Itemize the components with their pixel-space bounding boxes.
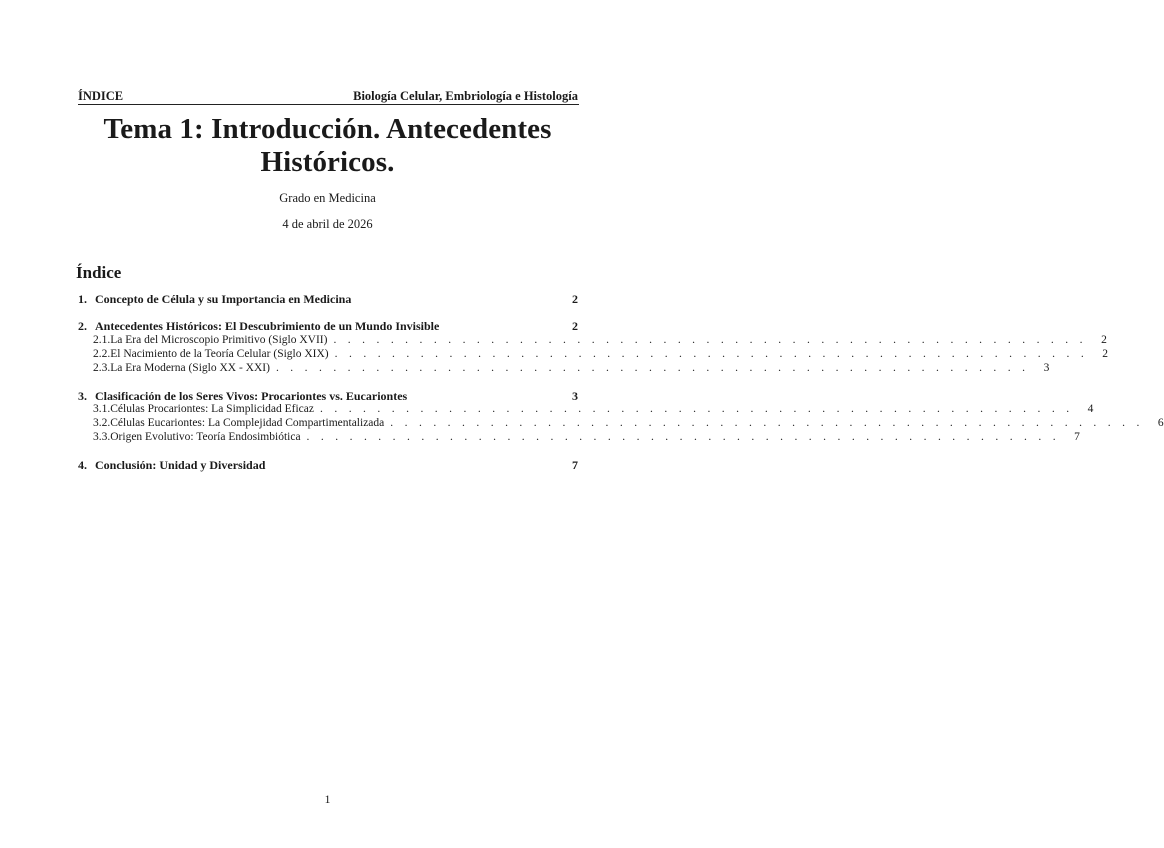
running-header-left: ÍNDICE bbox=[78, 89, 124, 103]
page-number: 1 bbox=[324, 792, 331, 806]
toc-entry-2[interactable] bbox=[78, 319, 578, 334]
toc-entry-number: 1. bbox=[78, 292, 87, 306]
toc-entry-number: 2. bbox=[78, 319, 87, 333]
toc-entry-2-2[interactable] bbox=[78, 348, 1109, 360]
toc-entry-4[interactable] bbox=[78, 458, 578, 473]
toc-entry-title: Células Eucariontes: La Complejidad Compartimentalizada bbox=[110, 417, 385, 429]
toc-entry-page: 6 bbox=[1157, 417, 1164, 429]
document-title bbox=[60, 113, 595, 179]
toc-entry-title: Células Procariontes: La Simplicidad Eficaz bbox=[110, 403, 314, 415]
toc-entry-title: La Era Moderna (Siglo XX - XXI) bbox=[110, 362, 270, 374]
toc-entry-number: 2.1. bbox=[93, 334, 111, 346]
running-header-right: Biología Celular, Embriología e Histología bbox=[353, 89, 578, 103]
toc-entry-number: 2.3. bbox=[93, 362, 111, 374]
toc-entry-title: Clasificación de los Seres Vivos: Procariontes vs. Eucariontes bbox=[95, 389, 408, 403]
dot-leader: . . . . . . . . . . . . . . . . . . . . . . . . . . . . . . . . . . . . . . . . . . . . . . . . . . . . . bbox=[333, 334, 1087, 346]
toc-entry-page: 2 bbox=[572, 292, 578, 306]
document-subtitle: Grado en Medicina bbox=[279, 191, 376, 205]
dot-leader: . . . . . . . . . . . . . . . . . . . . . . . . . . . . . . . . . . . . . . . . . . . . . . . . . . . . . bbox=[320, 403, 1074, 415]
toc-entry-3-2[interactable] bbox=[78, 417, 1164, 429]
toc-entry-page: 7 bbox=[572, 458, 578, 472]
header-rule bbox=[78, 104, 579, 105]
toc-entry-1[interactable] bbox=[78, 292, 578, 307]
toc-entry-title: Origen Evolutivo: Teoría Endosimbiótica bbox=[110, 431, 301, 443]
dot-leader: . . . . . . . . . . . . . . . . . . . . . . . . . . . . . . . . . . . . . . . . . . . . . . . . . . . . . bbox=[334, 348, 1089, 360]
toc-entry-3-3[interactable] bbox=[78, 431, 1080, 443]
toc-entry-3[interactable] bbox=[78, 389, 578, 404]
toc-entry-title: Concepto de Célula y su Importancia en Medicina bbox=[95, 292, 352, 306]
toc-entry-page: 7 bbox=[1074, 431, 1080, 443]
dot-leader: . . . . . . . . . . . . . . . . . . . . . . . . . . . . . . . . . . . . . . . . . . . . . . . . . . . . . bbox=[275, 362, 1030, 374]
toc-entry-page: 4 bbox=[1087, 403, 1094, 415]
running-header bbox=[78, 89, 578, 103]
toc-entry-number: 3.2. bbox=[93, 417, 111, 429]
toc-entry-title: Antecedentes Históricos: El Descubrimiento de un Mundo Invisible bbox=[95, 319, 440, 333]
toc-entry-2-3[interactable] bbox=[78, 362, 1050, 374]
toc-entry-3-1[interactable] bbox=[78, 403, 1094, 415]
title-line-1: Tema 1: Introducción. Antecedentes bbox=[103, 113, 552, 145]
toc-entry-number: 2.2. bbox=[93, 348, 111, 360]
dot-leader: . . . . . . . . . . . . . . . . . . . . . . . . . . . . . . . . . . . . . . . . . . . . . . . . . . . . . bbox=[306, 431, 1060, 443]
toc-entry-title: La Era del Microscopio Primitivo (Siglo XVII) bbox=[110, 334, 328, 346]
toc-entry-number: 4. bbox=[78, 458, 87, 472]
toc-entry-2-1[interactable] bbox=[78, 334, 1107, 346]
dot-leader: . . . . . . . . . . . . . . . . . . . . . . . . . . . . . . . . . . . . . . . . . . . . . . . . . . . . . bbox=[390, 417, 1144, 429]
toc-entry-number: 3.3. bbox=[93, 431, 111, 443]
toc-entry-page: 2 bbox=[572, 319, 578, 333]
document-date: 4 de abril de 2026 bbox=[282, 217, 373, 231]
toc-entry-title: El Nacimiento de la Teoría Celular (Siglo XIX) bbox=[110, 348, 329, 360]
toc-entry-page: 2 bbox=[1101, 334, 1107, 346]
toc-heading: Índice bbox=[76, 263, 122, 282]
toc-entry-page: 3 bbox=[572, 389, 578, 403]
toc-entry-number: 3. bbox=[78, 389, 87, 403]
title-line-2: Históricos. bbox=[260, 146, 395, 178]
toc-entry-page: 2 bbox=[1102, 348, 1109, 360]
toc-entry-page: 3 bbox=[1043, 362, 1050, 374]
toc-entry-title: Conclusión: Unidad y Diversidad bbox=[95, 458, 266, 472]
toc-entry-number: 3.1. bbox=[93, 403, 111, 415]
